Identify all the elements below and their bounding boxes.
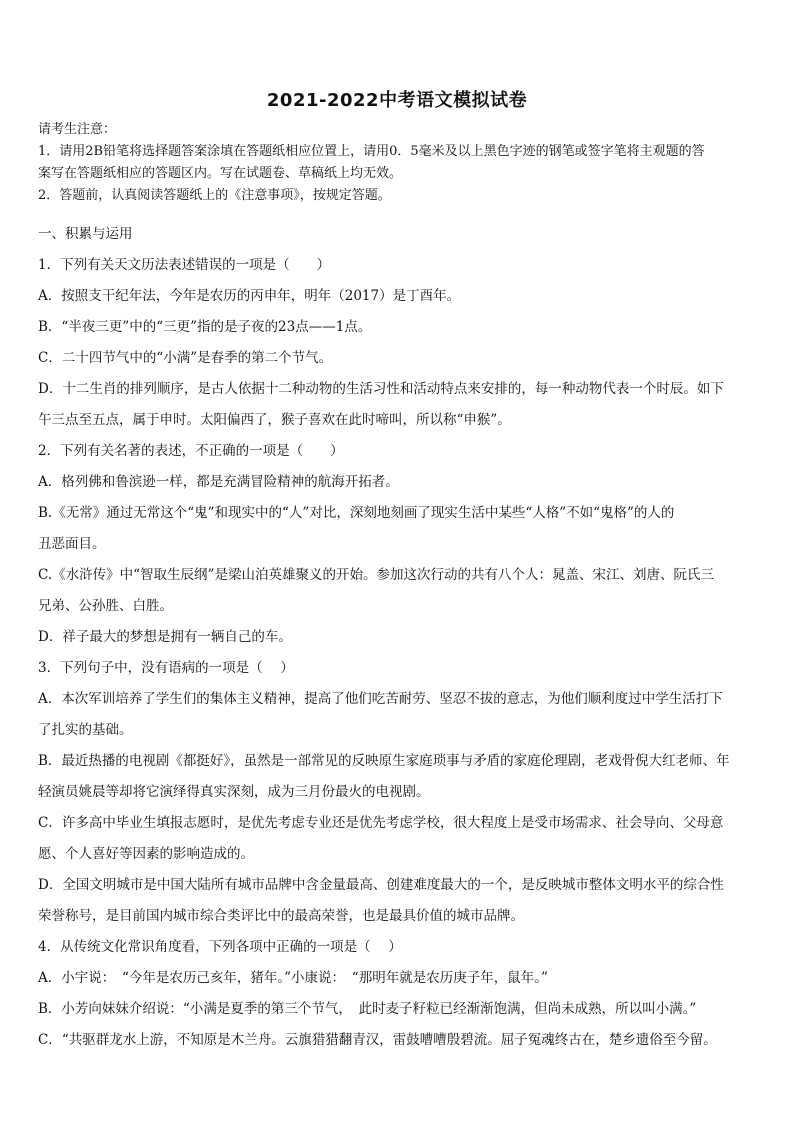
- question-3-option-c-cont: 愿、个人喜好等因素的影响造成的。: [38, 846, 254, 862]
- section-heading: 一、积累与运用: [38, 226, 133, 242]
- question-2-option-d: D．祥子最大的梦想是拥有一辆自己的车。: [38, 629, 292, 645]
- question-3-option-c: C．许多高中毕业生填报志愿时，是优先考虑专业还是优先考虑学校，很大程度上是受市场需求、社会导向、父母意: [38, 815, 724, 831]
- question-2-option-b-cont: 丑恶面目。: [38, 536, 106, 552]
- question-2-stem: 2．下列有关名著的表述，不正确的一项是（ ）: [38, 443, 344, 459]
- question-2-option-c: C.《水浒传》中“智取生辰纲”是梁山泊英雄聚义的开始。参加这次行动的共有八个人：晁盖、宋江、刘唐、阮氏三: [38, 567, 714, 583]
- question-1-stem: 1．下列有关天文历法表述错误的一项是（ ）: [38, 257, 331, 273]
- question-4-option-c: C．“共驱群龙水上游，不知原是木兰舟。云旗猎猎翻青汉，雷鼓嘈嘈殷碧流。屈子冤魂终古在，楚乡遗俗至今留。: [38, 1032, 717, 1048]
- notice-line: 1．请用2B铅笔将选择题答案涂填在答题纸相应位置上，请用0．5毫米及以上黑色字迹的钢笔或签字笔将主观题的答: [38, 144, 705, 159]
- notice-line: 2．答题前，认真阅读答题纸上的《注意事项》，按规定答题。: [38, 188, 391, 203]
- question-1-option-d: D．十二生肖的排列顺序，是古人依据十二种动物的生活习性和活动特点来安排的，每一种动物代表一个时辰。如下: [38, 381, 724, 397]
- question-2-option-a: A．格列佛和鲁滨逊一样，都是充满冒险精神的航海开拓者。: [38, 474, 399, 490]
- question-3-option-d-cont: 荣誉称号，是目前国内城市综合类评比中的最高荣誉，也是最具价值的城市品牌。: [38, 908, 524, 924]
- question-1-option-c: C．二十四节气中的“小满”是春季的第二个节气。: [38, 350, 333, 366]
- page-title: 2021-2022中考语文模拟试卷: [266, 90, 528, 111]
- notice-heading: 请考生注意：: [38, 122, 117, 137]
- question-2-option-b: B.《无常》通过无常这个“鬼”和现实中的“人”对比，深刻地刻画了现实生活中某些“人格”不如“鬼格”的人的: [38, 505, 675, 521]
- exam-body: [38, 219, 760, 1056]
- question-1-option-d-cont: 午三点至五点，属于申时。太阳偏西了，猴子喜欢在此时啼叫，所以称“申猴”。: [38, 412, 511, 428]
- question-3-option-a-cont: 了扎实的基础。: [38, 722, 133, 738]
- question-3-option-b-cont: 轻演员姚晨等却将它演绎得真实深刻，成为三月份最火的电视剧。: [38, 784, 430, 800]
- notice-line: 案写在答题纸相应的答题区内。写在试题卷、草稿纸上均无效。: [38, 166, 403, 181]
- question-1-option-a: A．按照支干纪年法，今年是农历的丙申年，明年（2017）是丁酉年。: [38, 288, 461, 304]
- question-1-option-b: B．“半夜三更”中的“三更”指的是子夜的23点——1点。: [38, 319, 372, 335]
- question-3-option-a: A．本次军训培养了学生们的集体主义精神，提高了他们吃苦耐劳、坚忍不拔的意志，为他们顺利度过中学生活打下: [38, 691, 723, 707]
- question-4-option-a: A．小宇说： “今年是农历己亥年，猪年。”小康说： “那明年就是农历庚子年，鼠年。”: [38, 970, 548, 986]
- question-4-option-b: B．小芳向妹妹介绍说：“小满是夏季的第三个节气， 此时麦子籽粒已经渐渐饱满，但尚未成熟，所以叫小满。”: [38, 1001, 697, 1017]
- question-2-option-c-cont: 兄弟、公孙胜、白胜。: [38, 598, 173, 614]
- question-4-stem: 4．从传统文化常识角度看，下列各项中正确的一项是（ ）: [38, 939, 402, 955]
- candidate-notice: [38, 119, 758, 207]
- question-3-stem: 3．下列句子中，没有语病的一项是（ ）: [38, 660, 294, 676]
- question-3-option-b: B．最近热播的电视剧《都挺好》，虽然是一部常见的反映原生家庭琐事与矛盾的家庭伦理剧，老戏骨倪大红老师、年: [38, 753, 730, 769]
- question-3-option-d: D．全国文明城市是中国大陆所有城市品牌中含金量最高、创建难度最大的一个，是反映城市整体文明水平的综合性: [38, 877, 724, 893]
